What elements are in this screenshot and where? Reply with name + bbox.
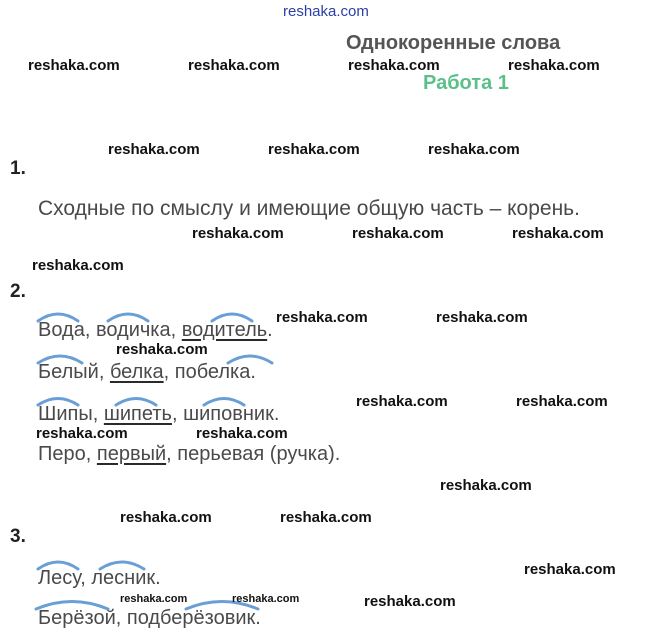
word: Шипы — [38, 403, 93, 425]
watermark: reshaka.com — [120, 593, 188, 605]
word: перьевая (ручка) — [177, 443, 335, 465]
separator: , — [171, 403, 184, 425]
separator: , — [84, 319, 96, 341]
separator: . — [255, 607, 261, 629]
task-1-answer: Сходные по смыслу и имеющие общую часть – корень. — [38, 197, 580, 220]
task-1-number: 1. — [10, 158, 26, 179]
watermark: reshaka.com — [356, 393, 448, 410]
separator: . — [250, 361, 256, 383]
watermark: reshaka.com — [192, 225, 284, 242]
watermark: reshaka.com — [268, 141, 360, 158]
watermark: reshaka.com — [232, 593, 300, 605]
odd-word: водитель — [181, 319, 268, 341]
task-3-line-1 — [38, 567, 161, 590]
watermark: reshaka.com — [524, 561, 616, 578]
watermark: reshaka.com — [36, 425, 128, 442]
watermark: reshaka.com — [32, 257, 124, 274]
word: подберёзовик — [126, 607, 256, 629]
odd-word: шипеть — [103, 403, 172, 425]
watermark: reshaka.com — [516, 393, 608, 410]
separator: . — [334, 443, 341, 465]
separator: , — [98, 361, 110, 383]
separator: , — [80, 567, 92, 589]
page-title: Однокоренные слова — [346, 32, 561, 54]
word: лесник — [91, 567, 156, 589]
watermark: reshaka.com — [188, 57, 280, 74]
odd-word: белка — [109, 361, 164, 383]
word: Перо — [38, 443, 86, 465]
watermark: reshaka.com — [196, 425, 288, 442]
word: Белый — [38, 361, 99, 383]
word: побелка — [174, 361, 251, 383]
separator: , — [170, 319, 182, 341]
word: Вода — [38, 319, 85, 341]
word: шиповник — [183, 403, 274, 425]
separator: . — [267, 319, 273, 341]
watermark: reshaka.com — [28, 57, 120, 74]
page-subtitle: Работа 1 — [423, 72, 509, 94]
word: Лесу — [38, 567, 81, 589]
watermark: reshaka.com — [512, 225, 604, 242]
watermark: reshaka.com — [508, 57, 600, 74]
separator: , — [92, 403, 104, 425]
watermark: reshaka.com — [428, 141, 520, 158]
watermark: reshaka.com — [120, 509, 212, 526]
watermark: reshaka.com — [116, 341, 208, 358]
watermark: reshaka.com — [352, 225, 444, 242]
task-2-line-1 — [38, 319, 273, 342]
task-3-line-2 — [38, 607, 261, 630]
separator: , — [166, 443, 178, 465]
odd-word: первый — [96, 443, 167, 465]
watermark: reshaka.com — [364, 593, 456, 610]
task-2-line-3 — [38, 403, 279, 426]
site-url[interactable]: reshaka.com — [283, 3, 369, 20]
word: Берёзой — [38, 607, 116, 629]
task-2-line-2 — [38, 361, 256, 384]
watermark: reshaka.com — [276, 309, 368, 326]
watermark: reshaka.com — [280, 509, 372, 526]
separator: , — [85, 443, 97, 465]
separator: , — [163, 361, 175, 383]
watermark: reshaka.com — [348, 57, 440, 74]
watermark: reshaka.com — [436, 309, 528, 326]
task-2-number: 2. — [10, 281, 26, 302]
separator: , — [115, 607, 127, 629]
word: водичка — [95, 319, 171, 341]
task-3-number: 3. — [10, 526, 26, 547]
task-2-line-4 — [38, 443, 340, 466]
watermark: reshaka.com — [440, 477, 532, 494]
separator: . — [155, 567, 161, 589]
watermark: reshaka.com — [108, 141, 200, 158]
separator: . — [273, 403, 280, 425]
